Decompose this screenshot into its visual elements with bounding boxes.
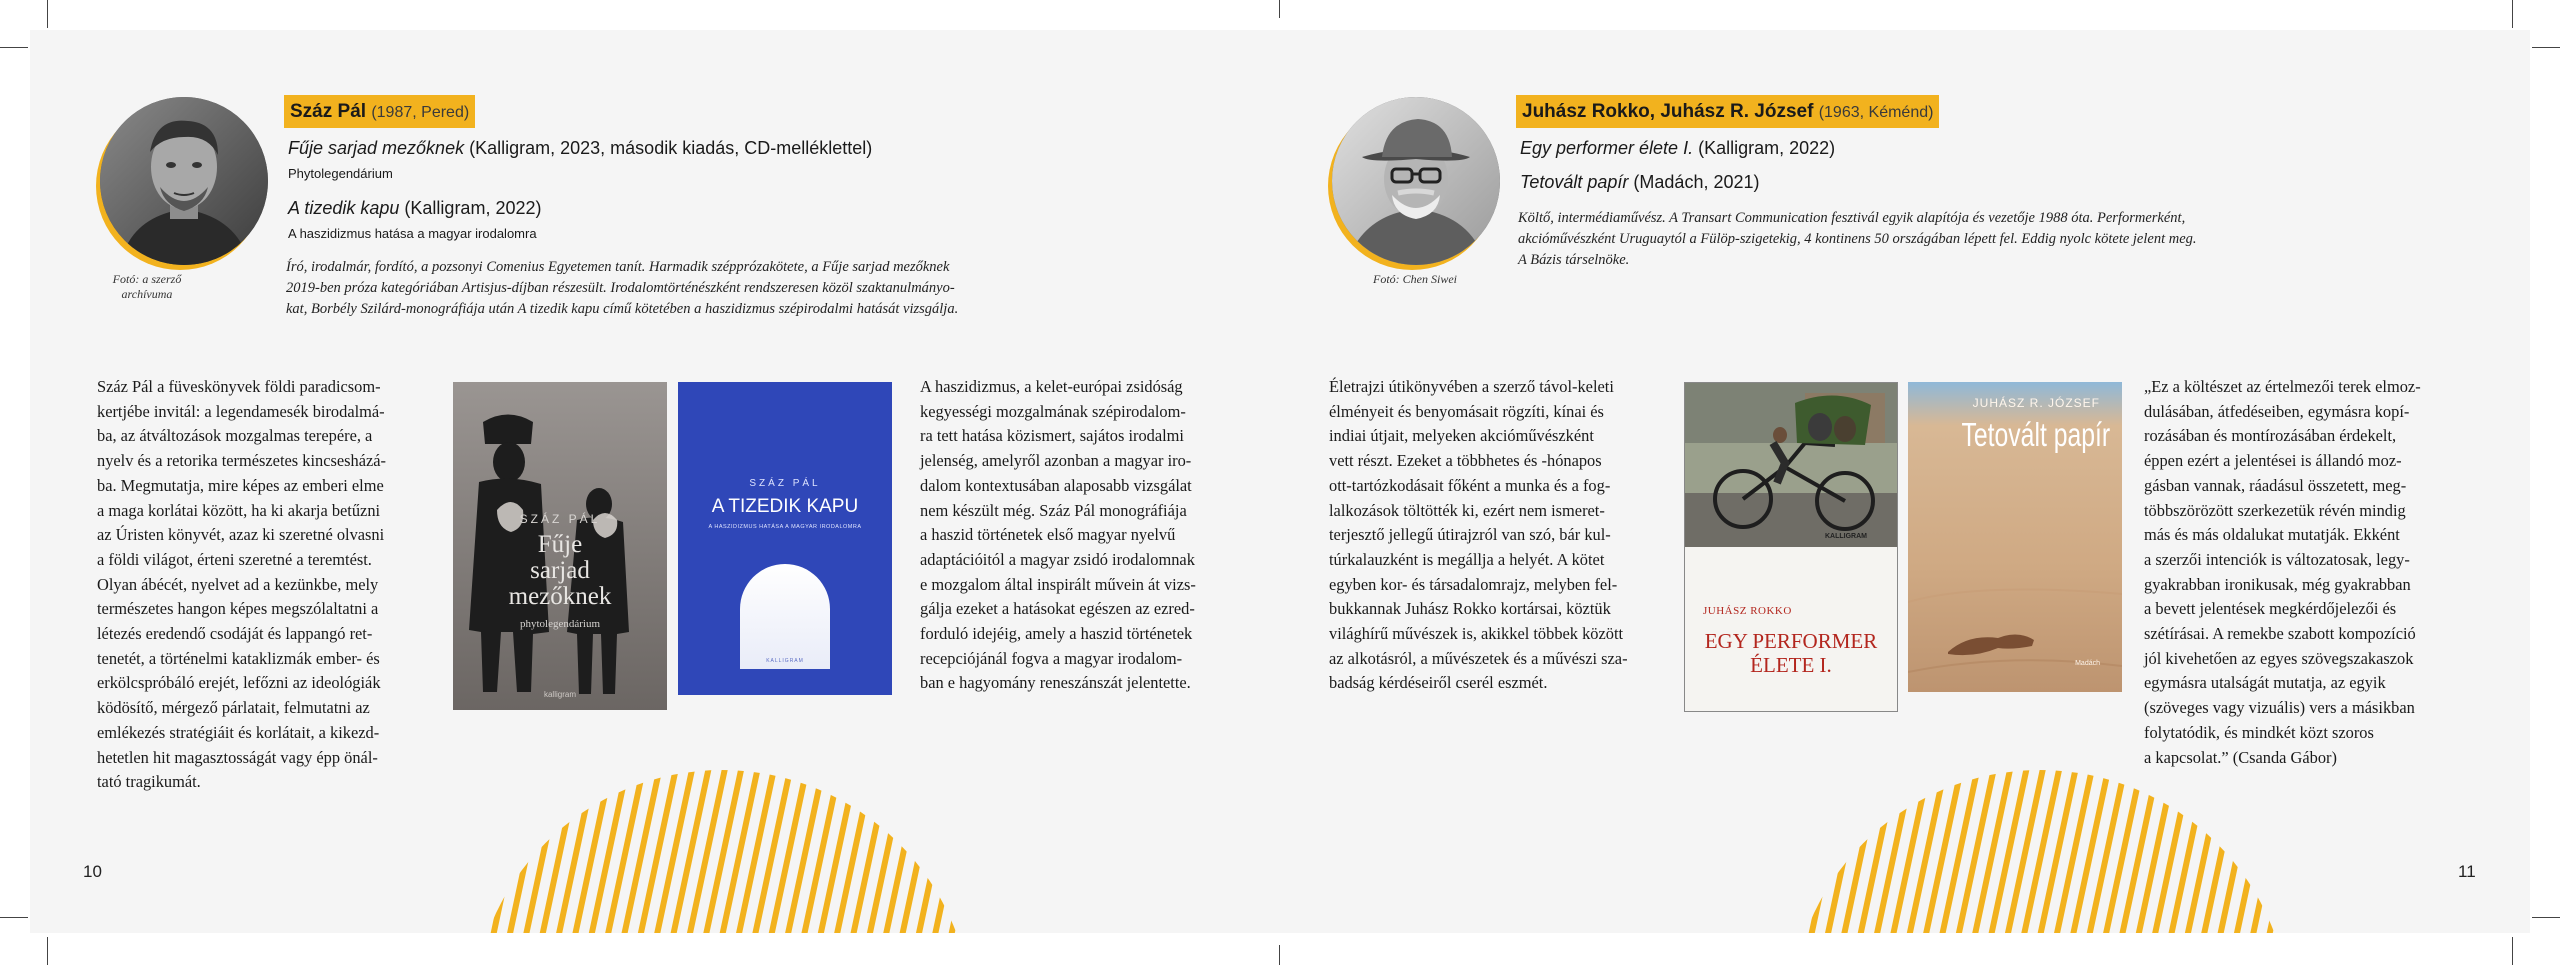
text-line: e mozgalom által inspirált művein át vizs- [920, 574, 1196, 594]
text-line: ban e hagyomány reneszánszát jelentette. [920, 673, 1191, 693]
text-line: egyben kor- és társadalomrajz, melyben fel- [1329, 574, 1618, 594]
text-line: nem készült még. Száz Pál monográfiája [920, 500, 1187, 520]
text-line: tató tragikumát. [97, 772, 201, 792]
book-title: Egy performer élete I. [1520, 138, 1694, 158]
text-line: éppen ezért a jelentései is állandó moz- [2144, 451, 2402, 471]
book-cover-fuje-sarjad [453, 382, 667, 710]
text-line: a maga korlátai között, ha ki akarja betűzni [97, 500, 381, 520]
striped-semicircle-decoration [462, 760, 982, 933]
cover-title-line: mezőknek [508, 583, 612, 610]
text-line: szétírásai. A remekbe szabott kompozíció [2144, 624, 2416, 644]
cover-publisher: KALLIGRAM [766, 658, 804, 664]
book-cover-egy-performer [1684, 382, 1898, 712]
text-line: a földi világot, érteni szeretné a teremtést. [97, 549, 372, 569]
text-line: túrkalauzként is megállja a helyét. A kötet [1329, 549, 1605, 569]
text-line: kertjébe invitál: a legendamesék birodalmá- [97, 401, 385, 421]
text-line: recepciójánál fogva a magyar irodalom- [920, 648, 1183, 668]
book-title-line [288, 198, 541, 219]
striped-semicircle-decoration [1780, 760, 2300, 933]
book-subtitle: Phytolegendárium [288, 166, 393, 181]
text-line: hetetlen hit magasztosságát vagy épp önál- [97, 747, 378, 767]
cover-subtitle: A HASZIDIZMUS HATÁSA A MAGYAR IRODALOMRA [708, 524, 862, 530]
book-details: (Kalligram, 2023, második kiadás, CD-melléklettel) [469, 138, 873, 158]
text-line: ködösítő, mérgező párlatait, felmutatni az [97, 698, 370, 718]
text-line: emlékezés stratégiáit és korlátait, a kikezd- [97, 722, 380, 742]
author-bio [286, 257, 1076, 320]
right-page [1280, 30, 2530, 933]
text-line: többszörözött szerkezetük révén mindig [2144, 500, 2406, 520]
book-cover-tizedik-kapu [678, 382, 892, 695]
review-column [2144, 375, 2482, 770]
text-line: folytatódik, és mindkét közt szoros [2144, 722, 2374, 742]
crop-mark [2512, 937, 2513, 965]
text-line: kegyességi mozgalmának szépirodalom- [920, 401, 1186, 421]
text-line: élményeit és benyomásait rögzíti, kínai és [1329, 401, 1604, 421]
cover-subtitle: phytolegendárium [519, 618, 601, 630]
cover-title-line: sarjad [530, 557, 590, 584]
text-line: gálja ezeket a hatásokat egészen az ezred- [920, 599, 1195, 619]
cover-title: A TIZEDIK KAPU [711, 496, 859, 517]
bio-line: kat, Borbély Szilárd-monográfiája után A tizedik kapu című kötetében a haszidizmus szépirodalmi hatását vizsgálja. [286, 301, 959, 317]
text-line: az Úristen könyvét, azaz ki szeretné olvasni [97, 525, 385, 545]
left-page [30, 30, 1280, 933]
book-title-line [288, 138, 872, 159]
review-column [1329, 375, 1665, 696]
text-line: ba. Megmutatja, mire képes az emberi elme [97, 475, 384, 495]
text-line: természetes hangon képes megszólaltatni a [97, 599, 379, 619]
cover-title [453, 532, 667, 610]
text-line: a szerzői intenciók is változatosak, legy- [2144, 549, 2410, 569]
crop-mark [1279, 945, 1280, 965]
book-details: (Madách, 2021) [1633, 172, 1760, 192]
text-line: nyelv és a retorika természetes kincsesházá- [97, 451, 386, 471]
author-name: Száz Pál [290, 101, 367, 122]
book-title-line [1520, 172, 1760, 193]
cover-author: SZÁZ PÁL [749, 478, 821, 489]
author-name-badge [1516, 95, 1939, 128]
text-line: lalkozások töltötték ki, ezért nem ismeret- [1329, 500, 1605, 520]
text-line: ba, az átváltozások mozgalmas terepére, a [97, 426, 373, 446]
cover-author: JUHÁSZ R. JÓZSEF [1972, 396, 2100, 410]
text-line: Olyan ábécét, nyelvet ad a kezünkbe, mely [97, 574, 379, 594]
text-line: gásban vannak, ráadásul összetett, meg- [2144, 475, 2407, 495]
text-line: terjesztő jellegű útirajzról van szó, bár kul- [1329, 525, 1611, 545]
book-details: (Kalligram, 2022) [1698, 138, 1836, 158]
author-name-badge [284, 95, 475, 128]
text-line: ott-tartózkodásait főként a munka és a fog- [1329, 475, 1611, 495]
crop-mark [47, 0, 48, 28]
text-line: dulásában, átfedéseiben, egymásra kopí- [2144, 401, 2410, 421]
crop-mark [2532, 47, 2560, 48]
text-line: tenetét, a történelmi kataklizmák ember- és [97, 648, 380, 668]
cover-title-line: ÉLETE I. [1750, 653, 1832, 677]
crop-mark [1279, 0, 1280, 18]
photo-credit-line: archívuma [121, 287, 173, 301]
review-column [97, 375, 425, 795]
cover-arch-door [740, 564, 830, 669]
book-title: A tizedik kapu [288, 198, 400, 218]
cover-photo [1685, 383, 1897, 547]
cover-title: Tetovált papír [1961, 416, 2110, 453]
photo-credit-line: Fotó: Chen Siwei [1373, 272, 1457, 286]
text-line: az alkotásról, a művészetek és a művészi sza- [1329, 648, 1628, 668]
author-portrait [100, 97, 268, 265]
text-line: a bevett jelentések megkérdőjelezői és [2144, 599, 2397, 619]
text-line: erkölcspróbáló erejét, lefőzni az ideológiák [97, 673, 381, 693]
text-line: indiai útjait, melyeken akcióművészként [1329, 426, 1594, 446]
cover-title-line: Fűje [537, 531, 583, 558]
text-line: a kapcsolat.” (Csanda Gábor) [2144, 747, 2337, 767]
text-line: világhírű művészek is, akikkel többek között [1329, 624, 1624, 644]
cover-publisher: kalligram [543, 690, 576, 699]
text-line: jól kivehetően az egyes szövegszakaszok [2144, 648, 2414, 668]
text-line: bukkannak Juhász Rokko kortársai, köztük [1329, 599, 1611, 619]
text-line: más és más oldalukat mutatják. Ekként [2144, 525, 2400, 545]
text-line: badság kérdéseiről cserél eszmét. [1329, 673, 1548, 693]
text-line: ra tett hatása közismert, sajátos irodalmi [920, 426, 1184, 446]
page-number: 11 [2458, 862, 2476, 881]
bio-line: A Bázis társelnöke. [1518, 252, 1630, 268]
book-title: Tetovált papír [1520, 172, 1629, 192]
bio-line: 2019-ben próza kategóriában Artisjus-díjban részesült. Irodalomtörténészként rendszeresen közöl szaktanulmányo- [286, 280, 955, 296]
text-line: Száz Pál a füveskönyvek földi paradicsom- [97, 377, 381, 396]
photo-credit [1350, 272, 1480, 287]
cover-publisher: KALLIGRAM [1825, 533, 1867, 540]
text-line: rozásában és montírozásában érdekelt, [2144, 426, 2397, 446]
cover-title-line: EGY PERFORMER [1704, 629, 1878, 653]
text-line: (szöveges vagy vizuális) vers a másikban [2144, 698, 2415, 718]
page-number: 10 [83, 862, 102, 881]
text-line: adaptációitól a magyar zsidó irodalomnak [920, 549, 1195, 569]
text-line: jelenség, amelyről azonban a magyar iro- [920, 451, 1192, 471]
cover-title [1685, 629, 1897, 677]
text-line: Életrajzi útikönyvében a szerző távol-keleti [1329, 377, 1614, 396]
review-column [920, 375, 1264, 696]
crop-mark [0, 917, 28, 918]
cover-author: SZÁZ PÁL [519, 512, 601, 526]
bio-line: akcióművészként Uruguaytól a Fülöp-szigetekig, 4 kontinens 50 országában lépett fel. Eddig nyolc kötete jelent meg. [1518, 231, 2197, 247]
author-portrait-image [100, 97, 268, 265]
book-cover-tetovalt-papir [1908, 382, 2122, 692]
book-title-line [1520, 138, 1835, 159]
text-line: vett részt. Ezeket a többhetes és -hónapos [1329, 451, 1602, 471]
author-portrait-image [1332, 97, 1500, 265]
cover-publisher: Madách [2075, 660, 2100, 667]
book-details: (Kalligram, 2022) [404, 198, 542, 218]
text-line: gyakrabban ironikusak, még gyakrabban [2144, 574, 2411, 594]
bio-line: Költő, intermédiaművész. A Transart Communication fesztivál egyik alapítója és vezetője 1988 óta. Performerként, [1518, 210, 2186, 226]
book-title: Fűje sarjad mezőknek [288, 138, 465, 158]
text-line: „Ez a költészet az értelmezői terek elmoz- [2144, 377, 2421, 396]
text-line: a haszid történetek első magyar nyelvű [920, 525, 1176, 545]
author-name: Juhász Rokko, Juhász R. József [1522, 101, 1814, 122]
bio-line: Író, irodalmár, fordító, a pozsonyi Comenius Egyetemen tanít. Harmadik szépprózakötete, a Fűje sarjad mezőknek [286, 259, 950, 275]
text-line: létezés eredendő csodáját és lappangó ret- [97, 624, 373, 644]
text-line: forduló idejéig, amely a haszid történetek [920, 624, 1193, 644]
crop-mark [2512, 0, 2513, 28]
text-line: dalom kontextusában alaposabb vizsgálat [920, 475, 1192, 495]
book-subtitle: A haszidizmus hatása a magyar irodalomra [288, 226, 537, 241]
author-birth-info: (1963, Kéménd) [1818, 104, 1934, 121]
photo-credit-line: Fotó: a szerző [112, 272, 182, 286]
author-bio [1518, 208, 2318, 271]
crop-mark [47, 937, 48, 965]
text-line: A haszidizmus, a kelet-európai zsidóság [920, 377, 1183, 396]
crop-mark [2532, 917, 2560, 918]
cover-author: JUHÁSZ ROKKO [1703, 605, 1792, 617]
crop-mark [0, 47, 28, 48]
cover-desert-figure [1908, 382, 2122, 692]
text-line: egymásra utalságát mutatja, az egyik [2144, 673, 2386, 693]
author-birth-info: (1987, Pered) [371, 104, 470, 121]
author-portrait [1332, 97, 1500, 265]
photo-credit [82, 272, 212, 302]
